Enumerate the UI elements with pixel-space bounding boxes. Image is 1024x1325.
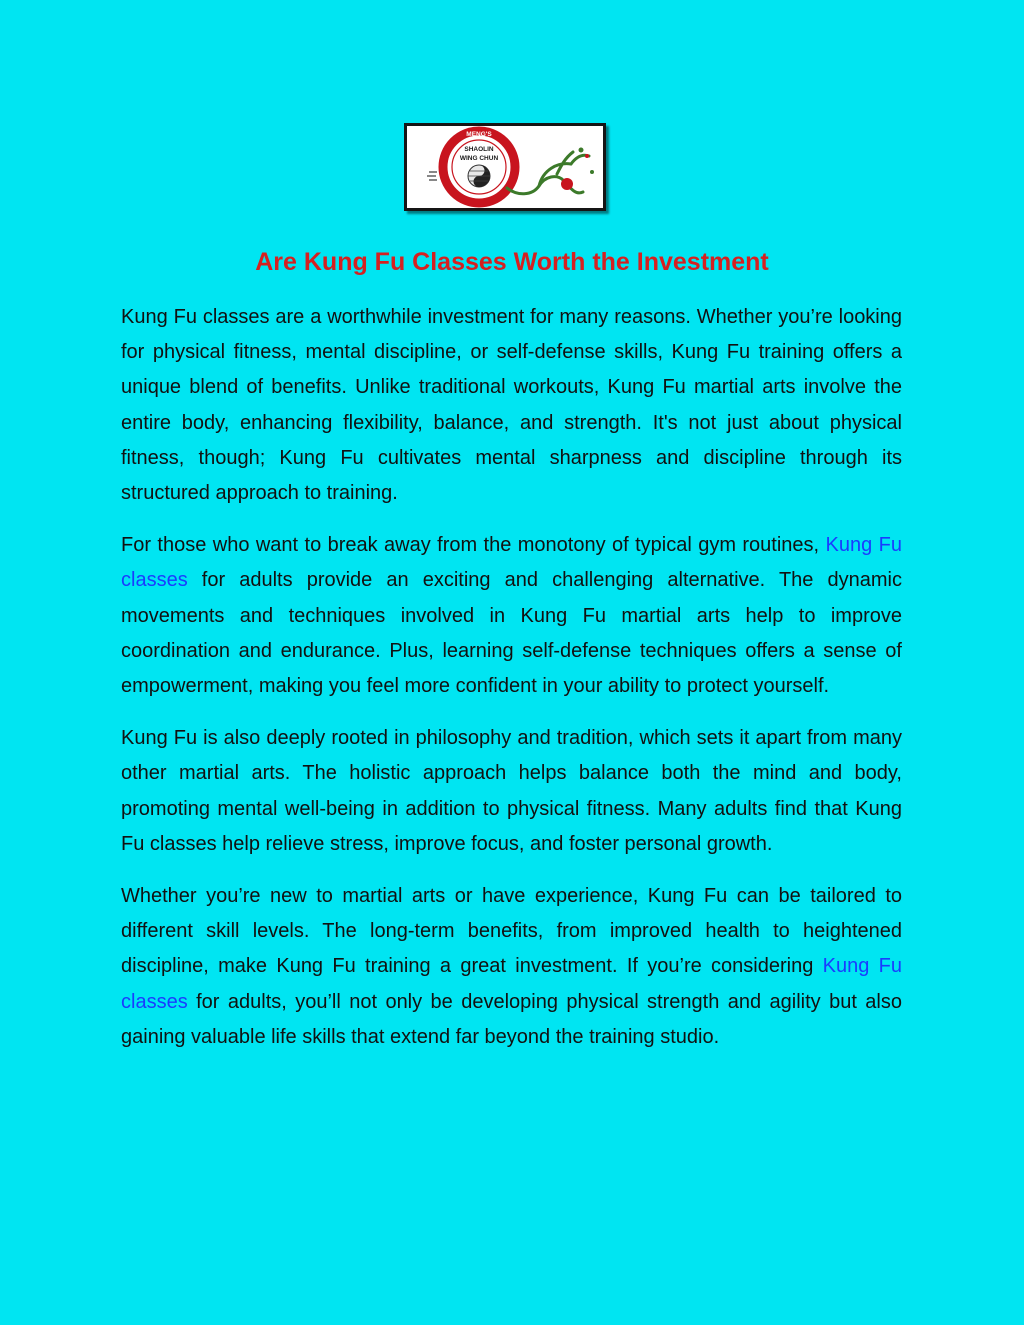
- page-title: Are Kung Fu Classes Worth the Investment: [255, 248, 769, 276]
- paragraph-4-before: Whether you’re new to martial arts or have experience, Kung Fu can be tailored to different skill levels. The long-term benefits, from improved health to heightened discipline, make Kung Fu training a great investment. If you’re considering: [121, 885, 902, 978]
- paragraph-1: Kung Fu classes are a worthwhile investment for many reasons. Whether you’re looking for physical fitness, mental discipline, or self-defense skills, Kung Fu training offers a unique blend of benefits. Unlike traditional workouts, Kung Fu martial arts involve the entire body, enhancing flexibility, balance, and strength. It's not just about physical fitness, though; Kung Fu cultivates mental sharpness and discipline through its structured approach to training.: [121, 306, 902, 505]
- logo-text-top: MENG'S: [466, 131, 492, 138]
- paragraph-3: Kung Fu is also deeply rooted in philosophy and tradition, which sets it apart from many other martial arts. The holistic approach helps balance both the mind and body, promoting mental well-being in addition to physical fitness. Many adults find that Kung Fu classes help relieve stress, improve focus, and foster personal growth.: [121, 727, 902, 855]
- kung-fu-classes-link-2[interactable]: Kung Fu classes: [121, 955, 902, 1013]
- kung-fu-classes-link-1[interactable]: Kung Fu classes: [121, 534, 902, 592]
- paragraph-2-after: for adults provide an exciting and challenging alternative. The dynamic movements and techniques involved in Kung Fu martial arts help to improve coordination and endurance. Plus, learning self-defense techniques offers a sense of empowerment, making you feel more confident in your ability to protect yourself.: [121, 569, 902, 698]
- paragraph-2: [121, 528, 902, 704]
- article-body: [121, 300, 902, 1072]
- paragraph-4-after: for adults, you’ll not only be developing physical strength and agility but also gaining valuable life skills that extend far beyond the training studio.: [121, 990, 902, 1048]
- logo-text-middle: SHAOLIN: [464, 146, 494, 153]
- paragraph-4: [121, 879, 902, 1055]
- logo-text-bottom: WING CHUN: [459, 155, 499, 162]
- school-logo: [407, 126, 603, 208]
- logo-frame: [404, 123, 606, 211]
- paragraph-2-before: For those who want to break away from the monotony of typical gym routines,: [121, 534, 826, 557]
